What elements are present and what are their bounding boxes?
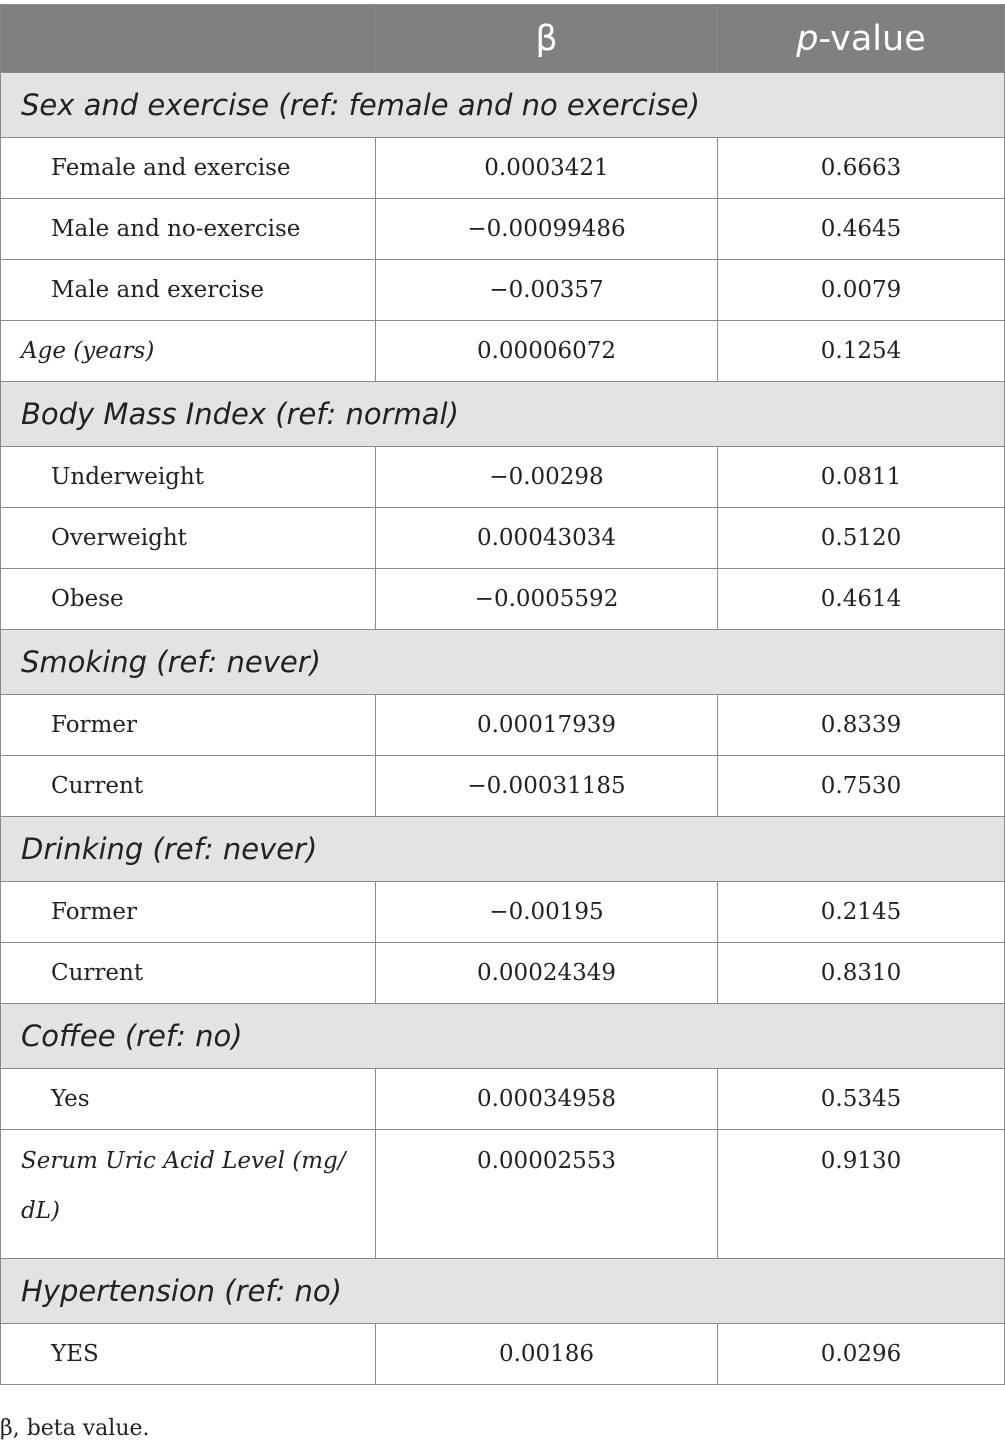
p-value: 0.7530 bbox=[718, 756, 1005, 817]
p-value: 0.0079 bbox=[718, 260, 1005, 321]
section-label: Drinking (ref: never) bbox=[1, 817, 1005, 882]
p-value: 0.6663 bbox=[718, 138, 1005, 199]
table-row bbox=[1, 1069, 1005, 1130]
beta-value: 0.00006072 bbox=[376, 321, 718, 382]
table-row bbox=[1, 199, 1005, 260]
row-label: Current bbox=[1, 756, 376, 817]
row-label: Age (years) bbox=[1, 321, 376, 382]
beta-value: 0.0003421 bbox=[376, 138, 718, 199]
table-row bbox=[1, 447, 1005, 508]
section-row bbox=[1, 630, 1005, 695]
table-footnote: β, beta value. bbox=[0, 1416, 150, 1441]
p-value: 0.0296 bbox=[718, 1324, 1005, 1385]
section-row bbox=[1, 1004, 1005, 1069]
section-row bbox=[1, 73, 1005, 138]
beta-value: 0.00002553 bbox=[376, 1130, 718, 1259]
section-label: Hypertension (ref: no) bbox=[1, 1259, 1005, 1324]
p-value: 0.4614 bbox=[718, 569, 1005, 630]
table-row bbox=[1, 695, 1005, 756]
row-label: Overweight bbox=[1, 508, 376, 569]
beta-value: 0.00186 bbox=[376, 1324, 718, 1385]
header-p-rest: -value bbox=[818, 18, 926, 59]
section-label: Smoking (ref: never) bbox=[1, 630, 1005, 695]
p-value: 0.2145 bbox=[718, 882, 1005, 943]
p-value: 0.8310 bbox=[718, 943, 1005, 1004]
p-value: 0.9130 bbox=[718, 1130, 1005, 1259]
table-row bbox=[1, 1130, 1005, 1259]
row-label: Former bbox=[1, 695, 376, 756]
row-label: Male and no-exercise bbox=[1, 199, 376, 260]
beta-value: 0.00034958 bbox=[376, 1069, 718, 1130]
header-p-value bbox=[718, 5, 1005, 73]
p-value: 0.5120 bbox=[718, 508, 1005, 569]
header-beta: β bbox=[376, 5, 718, 73]
beta-value: −0.00031185 bbox=[376, 756, 718, 817]
section-label: Sex and exercise (ref: female and no exercise) bbox=[1, 73, 1005, 138]
table-row bbox=[1, 943, 1005, 1004]
table-row bbox=[1, 882, 1005, 943]
row-label: Former bbox=[1, 882, 376, 943]
table-row bbox=[1, 260, 1005, 321]
p-value: 0.0811 bbox=[718, 447, 1005, 508]
table-row bbox=[1, 138, 1005, 199]
header-row bbox=[1, 5, 1005, 73]
table-row bbox=[1, 508, 1005, 569]
header-p-italic: p bbox=[796, 18, 819, 59]
section-row bbox=[1, 1259, 1005, 1324]
section-row bbox=[1, 817, 1005, 882]
table-row bbox=[1, 569, 1005, 630]
beta-value: −0.0005592 bbox=[376, 569, 718, 630]
row-label: Male and exercise bbox=[1, 260, 376, 321]
row-label bbox=[1, 1130, 376, 1259]
beta-value: 0.00017939 bbox=[376, 695, 718, 756]
beta-value: −0.00298 bbox=[376, 447, 718, 508]
beta-value: 0.00024349 bbox=[376, 943, 718, 1004]
regression-table bbox=[0, 4, 1005, 1385]
section-label: Body Mass Index (ref: normal) bbox=[1, 382, 1005, 447]
p-value: 0.1254 bbox=[718, 321, 1005, 382]
beta-value: −0.00099486 bbox=[376, 199, 718, 260]
section-label: Coffee (ref: no) bbox=[1, 1004, 1005, 1069]
table-row bbox=[1, 1324, 1005, 1385]
p-value: 0.4645 bbox=[718, 199, 1005, 260]
table-row bbox=[1, 756, 1005, 817]
table-row bbox=[1, 321, 1005, 382]
p-value: 0.5345 bbox=[718, 1069, 1005, 1130]
row-label: Current bbox=[1, 943, 376, 1004]
row-label: Yes bbox=[1, 1069, 376, 1130]
row-label-line2: dL) bbox=[21, 1198, 60, 1224]
row-label: Underweight bbox=[1, 447, 376, 508]
p-value: 0.8339 bbox=[718, 695, 1005, 756]
beta-value: 0.00043034 bbox=[376, 508, 718, 569]
header-blank bbox=[1, 5, 376, 73]
row-label: Female and exercise bbox=[1, 138, 376, 199]
beta-value: −0.00357 bbox=[376, 260, 718, 321]
row-label: YES bbox=[1, 1324, 376, 1385]
beta-value: −0.00195 bbox=[376, 882, 718, 943]
row-label-line1: Serum Uric Acid Level (mg/ bbox=[21, 1148, 346, 1174]
section-row bbox=[1, 382, 1005, 447]
row-label: Obese bbox=[1, 569, 376, 630]
